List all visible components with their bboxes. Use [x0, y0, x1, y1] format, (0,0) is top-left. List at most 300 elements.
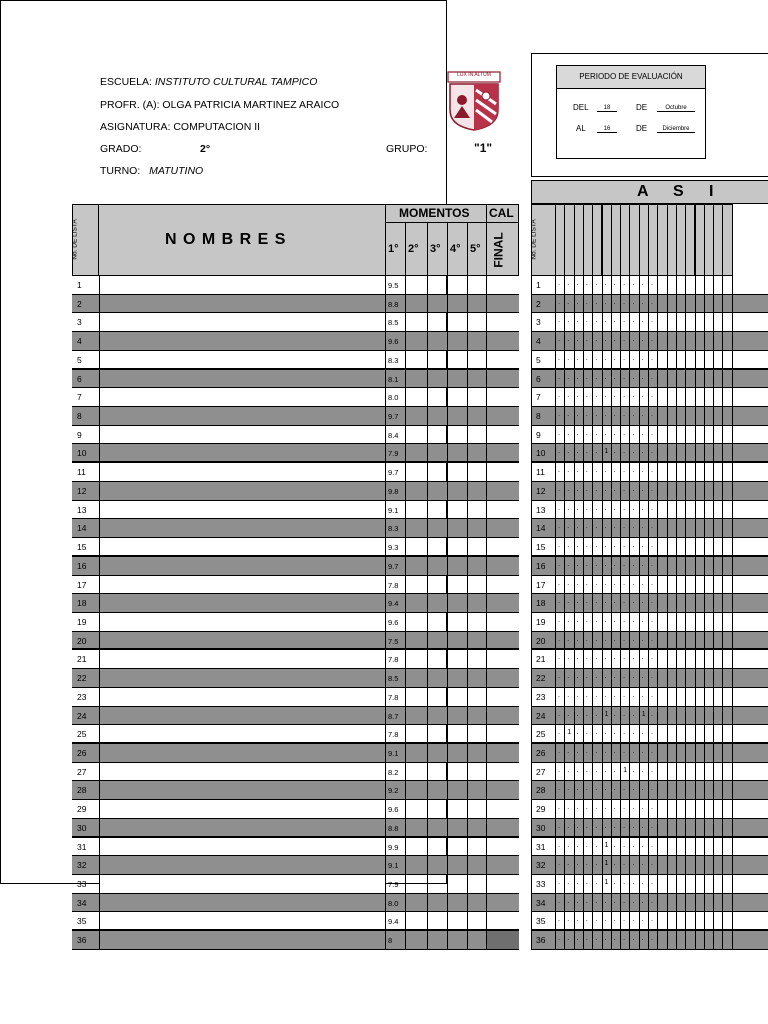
attendance-mark[interactable]: . — [613, 523, 616, 531]
attendance-mark[interactable]: . — [558, 729, 560, 737]
attendance-mark[interactable]: . — [558, 616, 560, 624]
attendance-mark[interactable]: . — [641, 916, 644, 924]
student-name-cell[interactable] — [99, 912, 385, 929]
attendance-mark[interactable]: . — [576, 729, 579, 737]
attendance-mark[interactable]: . — [595, 373, 598, 381]
attendance-mark[interactable]: . — [651, 766, 653, 774]
attendance-mark[interactable]: . — [595, 766, 598, 774]
attendance-mark[interactable]: . — [567, 822, 570, 830]
attendance-mark[interactable]: . — [613, 336, 616, 344]
attendance-mark[interactable]: . — [623, 879, 626, 887]
student-name-cell[interactable] — [99, 650, 385, 668]
attendance-mark[interactable]: . — [651, 373, 653, 381]
attendance-mark[interactable]: . — [604, 504, 607, 512]
attendance-mark[interactable]: . — [604, 616, 607, 624]
attendance-mark[interactable]: . — [651, 785, 653, 793]
attendance-mark[interactable]: . — [613, 467, 616, 475]
attendance-mark[interactable]: . — [651, 542, 653, 550]
attendance-mark[interactable]: . — [567, 897, 570, 905]
attendance-mark[interactable]: . — [632, 560, 635, 568]
attendance-mark[interactable]: . — [641, 542, 644, 550]
attendance-mark[interactable]: . — [576, 841, 579, 849]
attendance-mark[interactable]: . — [576, 560, 579, 568]
attendance-mark[interactable]: 1 — [567, 729, 572, 737]
attendance-mark[interactable]: . — [623, 822, 626, 830]
student-name-cell[interactable] — [99, 800, 385, 818]
attendance-mark[interactable]: 1 — [604, 710, 609, 718]
attendance-mark[interactable]: . — [567, 635, 570, 643]
attendance-mark[interactable]: . — [558, 411, 560, 419]
attendance-mark[interactable]: . — [641, 298, 644, 306]
attendance-mark[interactable]: . — [558, 392, 560, 400]
attendance-mark[interactable]: . — [632, 485, 635, 493]
attendance-mark[interactable]: . — [585, 448, 588, 456]
attendance-mark[interactable]: . — [567, 560, 570, 568]
student-name-cell[interactable] — [99, 707, 385, 725]
attendance-mark[interactable]: . — [632, 373, 635, 381]
attendance-mark[interactable]: . — [613, 785, 616, 793]
student-name-cell[interactable] — [99, 538, 385, 555]
attendance-mark[interactable]: . — [558, 280, 560, 287]
attendance-mark[interactable]: . — [632, 411, 635, 419]
attendance-mark[interactable]: . — [632, 654, 635, 662]
attendance-mark[interactable]: . — [595, 841, 598, 849]
attendance-mark[interactable]: . — [585, 691, 588, 699]
attendance-mark[interactable]: . — [576, 598, 579, 606]
attendance-mark[interactable]: . — [585, 841, 588, 849]
attendance-mark[interactable]: . — [595, 897, 598, 905]
attendance-mark[interactable]: . — [641, 729, 644, 737]
attendance-mark[interactable]: . — [558, 598, 560, 606]
attendance-mark[interactable]: . — [651, 654, 653, 662]
attendance-mark[interactable]: . — [558, 916, 560, 924]
attendance-mark[interactable]: . — [651, 673, 653, 681]
attendance-mark[interactable]: . — [641, 411, 644, 419]
attendance-mark[interactable]: . — [651, 860, 653, 868]
attendance-mark[interactable]: . — [595, 485, 598, 493]
attendance-mark[interactable]: . — [641, 654, 644, 662]
attendance-mark[interactable]: . — [585, 411, 588, 419]
attendance-mark[interactable]: . — [623, 916, 626, 924]
attendance-mark[interactable]: . — [595, 860, 598, 868]
attendance-mark[interactable]: . — [613, 841, 616, 849]
attendance-mark[interactable]: . — [641, 822, 644, 830]
attendance-mark[interactable]: . — [623, 448, 626, 456]
student-name-cell[interactable] — [99, 557, 385, 575]
student-name-cell[interactable] — [99, 332, 385, 350]
attendance-mark[interactable]: . — [585, 354, 588, 362]
attendance-mark[interactable]: . — [641, 860, 644, 868]
attendance-mark[interactable]: . — [632, 710, 635, 718]
attendance-mark[interactable]: . — [585, 373, 588, 381]
attendance-mark[interactable]: . — [595, 542, 598, 550]
attendance-mark[interactable]: . — [641, 392, 644, 400]
attendance-mark[interactable]: . — [576, 766, 579, 774]
student-name-cell[interactable] — [99, 576, 385, 594]
attendance-mark[interactable]: . — [558, 579, 560, 587]
attendance-mark[interactable]: . — [604, 317, 607, 325]
attendance-mark[interactable]: . — [623, 542, 626, 550]
attendance-mark[interactable]: . — [558, 336, 560, 344]
attendance-mark[interactable]: . — [623, 373, 626, 381]
student-name-cell[interactable] — [99, 388, 385, 406]
student-name-cell[interactable] — [99, 463, 385, 481]
attendance-mark[interactable]: . — [567, 354, 570, 362]
attendance-mark[interactable]: . — [632, 860, 635, 868]
attendance-mark[interactable]: . — [567, 411, 570, 419]
attendance-mark[interactable]: . — [613, 616, 616, 624]
attendance-mark[interactable]: . — [567, 336, 570, 344]
attendance-mark[interactable]: . — [604, 766, 607, 774]
attendance-mark[interactable]: . — [567, 710, 570, 718]
attendance-mark[interactable]: . — [632, 673, 635, 681]
attendance-mark[interactable]: . — [567, 841, 570, 849]
attendance-mark[interactable]: . — [623, 691, 626, 699]
attendance-mark[interactable]: . — [558, 448, 560, 456]
attendance-mark[interactable]: . — [576, 429, 579, 437]
attendance-mark[interactable]: . — [632, 748, 635, 755]
attendance-mark[interactable]: . — [632, 542, 635, 550]
attendance-mark[interactable]: . — [651, 635, 653, 643]
attendance-mark[interactable]: . — [558, 710, 560, 718]
attendance-mark[interactable]: . — [576, 542, 579, 550]
attendance-mark[interactable]: . — [585, 504, 588, 512]
attendance-mark[interactable]: . — [641, 317, 644, 325]
attendance-mark[interactable]: . — [613, 748, 616, 755]
attendance-mark[interactable]: . — [651, 560, 653, 568]
attendance-mark[interactable]: . — [651, 429, 653, 437]
attendance-mark[interactable]: . — [641, 560, 644, 568]
student-name-cell[interactable] — [99, 444, 385, 461]
student-name-cell[interactable] — [99, 763, 385, 781]
attendance-mark[interactable]: . — [558, 373, 560, 381]
attendance-mark[interactable]: . — [585, 467, 588, 475]
attendance-mark[interactable]: . — [558, 542, 560, 550]
attendance-mark[interactable]: . — [567, 785, 570, 793]
attendance-mark[interactable]: . — [567, 467, 570, 475]
attendance-mark[interactable]: . — [576, 916, 579, 924]
attendance-mark[interactable]: . — [576, 879, 579, 887]
attendance-mark[interactable]: 1 — [623, 766, 627, 774]
attendance-mark[interactable]: . — [641, 879, 644, 887]
attendance-mark[interactable]: . — [623, 729, 626, 737]
attendance-mark[interactable]: . — [632, 729, 635, 737]
attendance-mark[interactable]: . — [567, 804, 570, 812]
attendance-mark[interactable]: . — [576, 804, 579, 812]
attendance-mark[interactable]: . — [641, 785, 644, 793]
attendance-mark[interactable]: . — [632, 579, 635, 587]
attendance-mark[interactable]: . — [641, 448, 644, 456]
attendance-mark[interactable]: . — [567, 317, 570, 325]
attendance-mark[interactable]: . — [567, 654, 570, 662]
attendance-mark[interactable]: . — [632, 280, 635, 287]
attendance-mark[interactable]: . — [558, 635, 560, 643]
attendance-mark[interactable]: . — [604, 467, 607, 475]
student-name-cell[interactable] — [99, 501, 385, 519]
attendance-mark[interactable]: . — [651, 354, 653, 362]
attendance-mark[interactable]: . — [595, 354, 598, 362]
attendance-mark[interactable]: . — [576, 485, 579, 493]
attendance-mark[interactable]: . — [623, 897, 626, 905]
attendance-mark[interactable]: . — [641, 336, 644, 344]
attendance-mark[interactable]: . — [651, 841, 653, 849]
attendance-mark[interactable]: . — [558, 935, 560, 943]
attendance-mark[interactable]: . — [585, 897, 588, 905]
attendance-mark[interactable]: . — [632, 691, 635, 699]
attendance-mark[interactable]: . — [623, 317, 626, 325]
attendance-mark[interactable]: . — [595, 523, 598, 531]
attendance-mark[interactable]: . — [604, 336, 607, 344]
attendance-mark[interactable]: . — [576, 280, 579, 287]
attendance-mark[interactable]: . — [585, 748, 588, 755]
attendance-mark[interactable]: . — [623, 860, 626, 868]
attendance-mark[interactable]: . — [632, 841, 635, 849]
student-name-cell[interactable] — [99, 931, 385, 949]
attendance-mark[interactable]: . — [632, 822, 635, 830]
attendance-mark[interactable]: . — [651, 448, 653, 456]
attendance-mark[interactable]: . — [585, 766, 588, 774]
attendance-mark[interactable]: . — [585, 879, 588, 887]
attendance-mark[interactable]: . — [576, 897, 579, 905]
attendance-mark[interactable]: . — [651, 280, 653, 287]
attendance-mark[interactable]: . — [623, 280, 626, 287]
attendance-mark[interactable]: . — [558, 766, 560, 774]
attendance-mark[interactable]: . — [585, 579, 588, 587]
attendance-mark[interactable]: . — [567, 504, 570, 512]
attendance-mark[interactable]: . — [595, 429, 598, 437]
attendance-mark[interactable]: . — [651, 317, 653, 325]
attendance-mark[interactable]: . — [613, 860, 616, 868]
attendance-mark[interactable]: . — [595, 616, 598, 624]
attendance-mark[interactable]: . — [558, 560, 560, 568]
attendance-mark[interactable]: . — [576, 654, 579, 662]
attendance-mark[interactable]: . — [585, 804, 588, 812]
attendance-mark[interactable]: . — [604, 748, 607, 755]
attendance-mark[interactable]: . — [623, 485, 626, 493]
attendance-mark[interactable]: . — [595, 748, 598, 755]
attendance-mark[interactable]: . — [585, 916, 588, 924]
attendance-mark[interactable]: . — [613, 317, 616, 325]
attendance-mark[interactable]: . — [613, 822, 616, 830]
attendance-mark[interactable]: . — [595, 317, 598, 325]
attendance-mark[interactable]: . — [623, 935, 626, 943]
attendance-mark[interactable]: . — [576, 691, 579, 699]
attendance-mark[interactable]: . — [632, 298, 635, 306]
attendance-mark[interactable]: . — [641, 935, 644, 943]
attendance-mark[interactable]: . — [567, 373, 570, 381]
attendance-mark[interactable]: . — [651, 392, 653, 400]
attendance-mark[interactable]: . — [567, 542, 570, 550]
attendance-mark[interactable]: . — [613, 635, 616, 643]
attendance-mark[interactable]: . — [623, 467, 626, 475]
student-name-cell[interactable] — [99, 632, 385, 649]
attendance-mark[interactable]: . — [604, 673, 607, 681]
attendance-mark[interactable]: . — [595, 448, 598, 456]
attendance-mark[interactable]: . — [585, 860, 588, 868]
attendance-mark[interactable]: . — [576, 467, 579, 475]
attendance-mark[interactable]: . — [613, 392, 616, 400]
attendance-mark[interactable]: . — [576, 523, 579, 531]
attendance-mark[interactable]: . — [558, 785, 560, 793]
attendance-mark[interactable]: . — [567, 298, 570, 306]
student-name-cell[interactable] — [99, 669, 385, 687]
attendance-mark[interactable]: . — [585, 317, 588, 325]
attendance-mark[interactable]: . — [585, 298, 588, 306]
attendance-mark[interactable]: . — [613, 448, 616, 456]
attendance-mark[interactable]: . — [623, 392, 626, 400]
attendance-mark[interactable]: . — [604, 429, 607, 437]
attendance-mark[interactable]: . — [632, 336, 635, 344]
attendance-mark[interactable]: . — [558, 298, 560, 306]
attendance-mark[interactable]: . — [604, 280, 607, 287]
attendance-mark[interactable]: . — [651, 616, 653, 624]
attendance-mark[interactable]: . — [623, 841, 626, 849]
attendance-mark[interactable]: . — [595, 691, 598, 699]
attendance-mark[interactable]: . — [595, 560, 598, 568]
attendance-mark[interactable]: . — [641, 579, 644, 587]
attendance-mark[interactable]: . — [585, 485, 588, 493]
attendance-mark[interactable]: . — [558, 354, 560, 362]
attendance-mark[interactable]: . — [623, 504, 626, 512]
attendance-mark[interactable]: . — [595, 280, 598, 287]
attendance-mark[interactable]: . — [595, 411, 598, 419]
attendance-mark[interactable]: . — [604, 785, 607, 793]
attendance-mark[interactable]: . — [604, 373, 607, 381]
attendance-mark[interactable]: . — [623, 579, 626, 587]
attendance-mark[interactable]: . — [585, 560, 588, 568]
attendance-mark[interactable]: . — [651, 935, 653, 943]
attendance-mark[interactable]: . — [613, 280, 616, 287]
attendance-mark[interactable]: . — [567, 860, 570, 868]
attendance-mark[interactable]: . — [651, 504, 653, 512]
attendance-mark[interactable]: . — [595, 710, 598, 718]
attendance-mark[interactable]: . — [576, 411, 579, 419]
attendance-mark[interactable]: . — [623, 354, 626, 362]
attendance-mark[interactable]: . — [585, 598, 588, 606]
attendance-mark[interactable]: . — [613, 298, 616, 306]
attendance-mark[interactable]: . — [604, 804, 607, 812]
attendance-mark[interactable]: . — [632, 504, 635, 512]
attendance-mark[interactable]: . — [576, 673, 579, 681]
attendance-mark[interactable]: . — [613, 504, 616, 512]
attendance-mark[interactable]: . — [651, 729, 653, 737]
attendance-mark[interactable]: . — [641, 429, 644, 437]
attendance-mark[interactable]: . — [595, 935, 598, 943]
student-name-cell[interactable] — [99, 875, 385, 893]
attendance-mark[interactable]: . — [632, 354, 635, 362]
student-name-cell[interactable] — [99, 407, 385, 425]
attendance-mark[interactable]: . — [623, 654, 626, 662]
attendance-mark[interactable]: . — [623, 598, 626, 606]
attendance-mark[interactable]: . — [641, 673, 644, 681]
student-name-cell[interactable] — [99, 781, 385, 799]
attendance-mark[interactable]: . — [623, 411, 626, 419]
attendance-mark[interactable]: . — [604, 542, 607, 550]
attendance-mark[interactable]: . — [576, 392, 579, 400]
attendance-mark[interactable]: . — [632, 916, 635, 924]
attendance-mark[interactable]: . — [576, 298, 579, 306]
attendance-mark[interactable]: . — [613, 542, 616, 550]
attendance-mark[interactable]: . — [558, 897, 560, 905]
attendance-mark[interactable]: . — [632, 317, 635, 325]
attendance-mark[interactable]: . — [623, 748, 626, 755]
attendance-mark[interactable]: . — [641, 280, 644, 287]
attendance-mark[interactable]: . — [651, 748, 653, 755]
attendance-mark[interactable]: . — [623, 804, 626, 812]
attendance-mark[interactable]: . — [567, 879, 570, 887]
attendance-mark[interactable]: . — [567, 523, 570, 531]
attendance-mark[interactable]: 1 — [604, 841, 609, 849]
attendance-mark[interactable]: . — [567, 579, 570, 587]
attendance-mark[interactable]: . — [585, 616, 588, 624]
attendance-mark[interactable]: . — [585, 654, 588, 662]
student-name-cell[interactable] — [99, 688, 385, 706]
attendance-mark[interactable]: . — [585, 392, 588, 400]
attendance-mark[interactable]: . — [641, 691, 644, 699]
attendance-mark[interactable]: . — [604, 523, 607, 531]
attendance-mark[interactable]: . — [604, 354, 607, 362]
attendance-mark[interactable]: . — [641, 354, 644, 362]
attendance-mark[interactable]: . — [558, 804, 560, 812]
student-name-cell[interactable] — [99, 370, 385, 388]
attendance-mark[interactable]: . — [567, 766, 570, 774]
attendance-mark[interactable]: . — [632, 448, 635, 456]
attendance-mark[interactable]: . — [595, 822, 598, 830]
attendance-mark[interactable]: . — [604, 485, 607, 493]
attendance-mark[interactable]: . — [585, 542, 588, 550]
attendance-mark[interactable]: . — [604, 729, 607, 737]
attendance-mark[interactable]: . — [613, 485, 616, 493]
attendance-mark[interactable]: . — [595, 673, 598, 681]
attendance-mark[interactable]: . — [613, 411, 616, 419]
student-name-cell[interactable] — [99, 819, 385, 836]
attendance-mark[interactable]: . — [576, 616, 579, 624]
attendance-mark[interactable]: . — [632, 635, 635, 643]
attendance-mark[interactable]: . — [613, 766, 616, 774]
attendance-mark[interactable]: . — [585, 673, 588, 681]
attendance-mark[interactable]: . — [613, 804, 616, 812]
attendance-mark[interactable]: . — [585, 280, 588, 287]
attendance-mark[interactable]: . — [651, 467, 653, 475]
attendance-mark[interactable]: . — [613, 897, 616, 905]
attendance-mark[interactable]: . — [613, 373, 616, 381]
attendance-mark[interactable]: . — [623, 710, 626, 718]
attendance-mark[interactable]: . — [595, 579, 598, 587]
attendance-mark[interactable]: . — [604, 411, 607, 419]
attendance-mark[interactable]: . — [567, 616, 570, 624]
attendance-mark[interactable]: . — [585, 336, 588, 344]
attendance-mark[interactable]: . — [567, 392, 570, 400]
attendance-mark[interactable]: . — [613, 579, 616, 587]
attendance-mark[interactable]: . — [623, 523, 626, 531]
attendance-mark[interactable]: . — [651, 298, 653, 306]
attendance-mark[interactable]: . — [558, 673, 560, 681]
attendance-mark[interactable]: . — [632, 879, 635, 887]
attendance-mark[interactable]: . — [613, 354, 616, 362]
attendance-mark[interactable]: . — [585, 429, 588, 437]
attendance-mark[interactable]: . — [576, 336, 579, 344]
attendance-mark[interactable]: . — [558, 317, 560, 325]
attendance-mark[interactable]: . — [651, 897, 653, 905]
attendance-mark[interactable]: . — [651, 579, 653, 587]
attendance-mark[interactable]: . — [632, 804, 635, 812]
attendance-mark[interactable]: . — [595, 467, 598, 475]
attendance-mark[interactable]: . — [651, 485, 653, 493]
attendance-mark[interactable]: . — [632, 616, 635, 624]
attendance-mark[interactable]: . — [641, 766, 644, 774]
attendance-mark[interactable]: . — [604, 579, 607, 587]
attendance-mark[interactable]: . — [604, 691, 607, 699]
